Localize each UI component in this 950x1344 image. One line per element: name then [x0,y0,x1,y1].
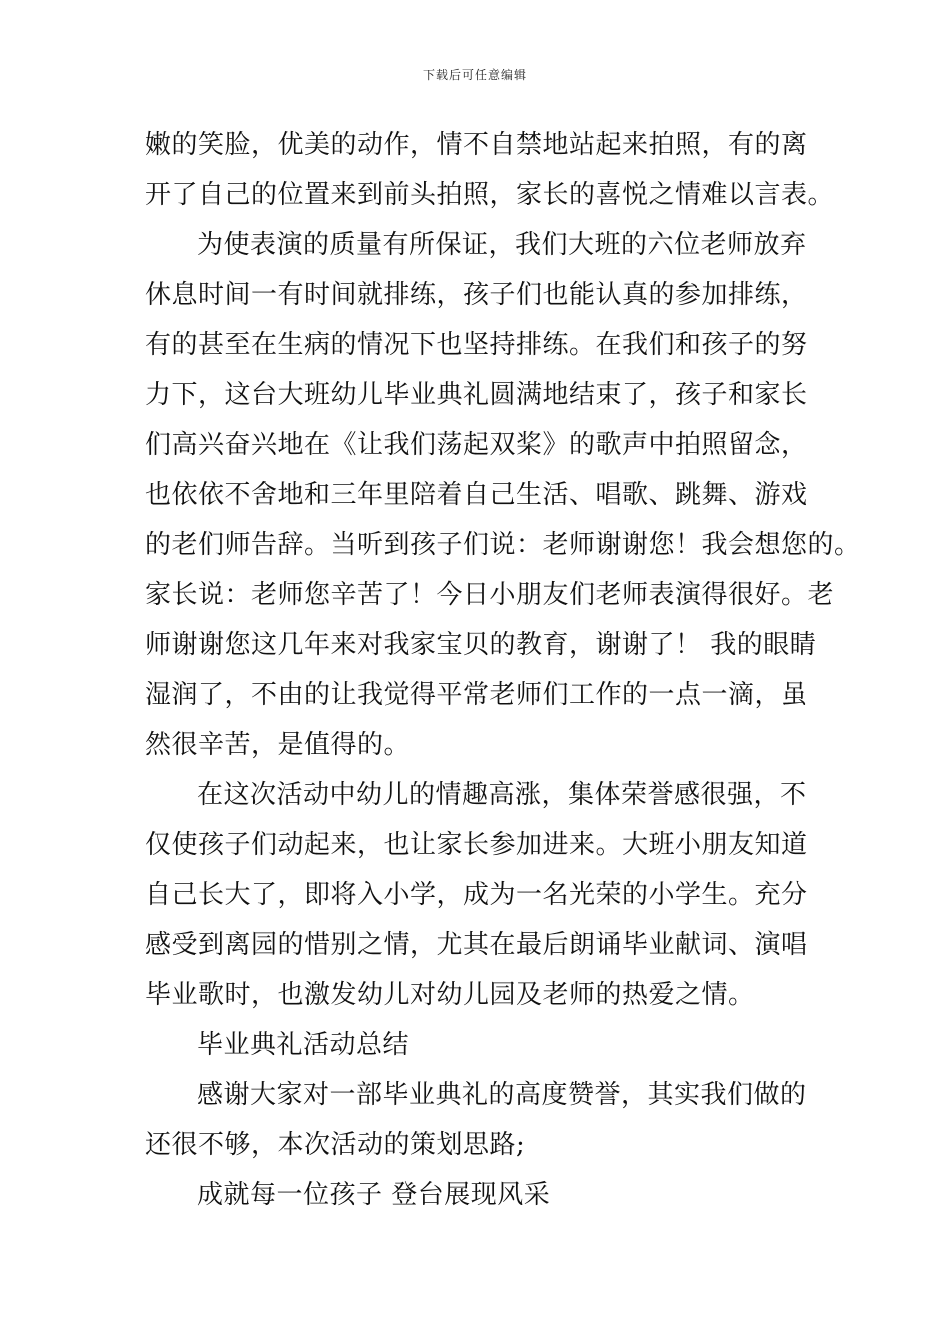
paragraph-line: 嫩的笑脸，优美的动作，情不自禁地站起来拍照，有的离 [145,130,808,160]
paragraph-line: 湿润了，不由的让我觉得平常老师们工作的一点一滴，虽 [145,680,808,710]
paragraph-line: 家长说：老师您辛苦了！今日小朋友们老师表演得很好。老 [145,580,835,610]
paragraph-line: 成就每一位孩子 登台展现风采 [197,1180,551,1210]
paragraph-line: 然很辛苦，是值得的。 [145,730,411,760]
header-note: 下载后可任意编辑 [422,68,527,82]
paragraph-line: 毕业歌时，也激发幼儿对幼儿园及老师的热爱之情。 [145,980,755,1010]
paragraph-line: 仅使孩子们动起来，也让家长参加进来。大班小朋友知道 [145,830,808,860]
paragraph-line: 的老们师告辞。当听到孩子们说：老师谢谢您！我会想您的。 [145,530,861,560]
paragraph-line: 有的甚至在生病的情况下也坚持排练。在我们和孩子的努 [145,330,808,360]
paragraph-line: 师谢谢您这几年来对我家宝贝的教育，谢谢了！ 我的眼睛 [145,630,817,660]
paragraph-line: 力下，这台大班幼儿毕业典礼圆满地结束了，孩子和家长 [145,380,808,410]
section-heading: 毕业典礼活动总结 [197,1030,410,1060]
paragraph-line: 感受到离园的惜别之情，尤其在最后朗诵毕业献词、演唱 [145,930,808,960]
body-text [145,120,861,1220]
paragraph-line: 休息时间一有时间就排练，孩子们也能认真的参加排练， [145,280,808,310]
paragraph-line: 开了自己的位置来到前头拍照，家长的喜悦之情难以言表。 [145,180,835,210]
paragraph-line: 自己长大了，即将入小学，成为一名光荣的小学生。充分 [145,880,808,910]
paragraph-line: 在这次活动中幼儿的情趣高涨，集体荣誉感很强，不 [197,780,807,810]
paragraph-line: 还很不够，本次活动的策划思路; [145,1130,526,1160]
paragraph-line: 感谢大家对一部毕业典礼的高度赞誉，其实我们做的 [197,1080,807,1110]
paragraph-line: 们高兴奋兴地在《让我们荡起双桨》的歌声中拍照留念， [145,430,808,460]
paragraph-line: 也依依不舍地和三年里陪着自己生活、唱歌、跳舞、游戏 [145,480,808,510]
paragraph-line: 为使表演的质量有所保证，我们大班的六位老师放弃 [197,230,807,260]
